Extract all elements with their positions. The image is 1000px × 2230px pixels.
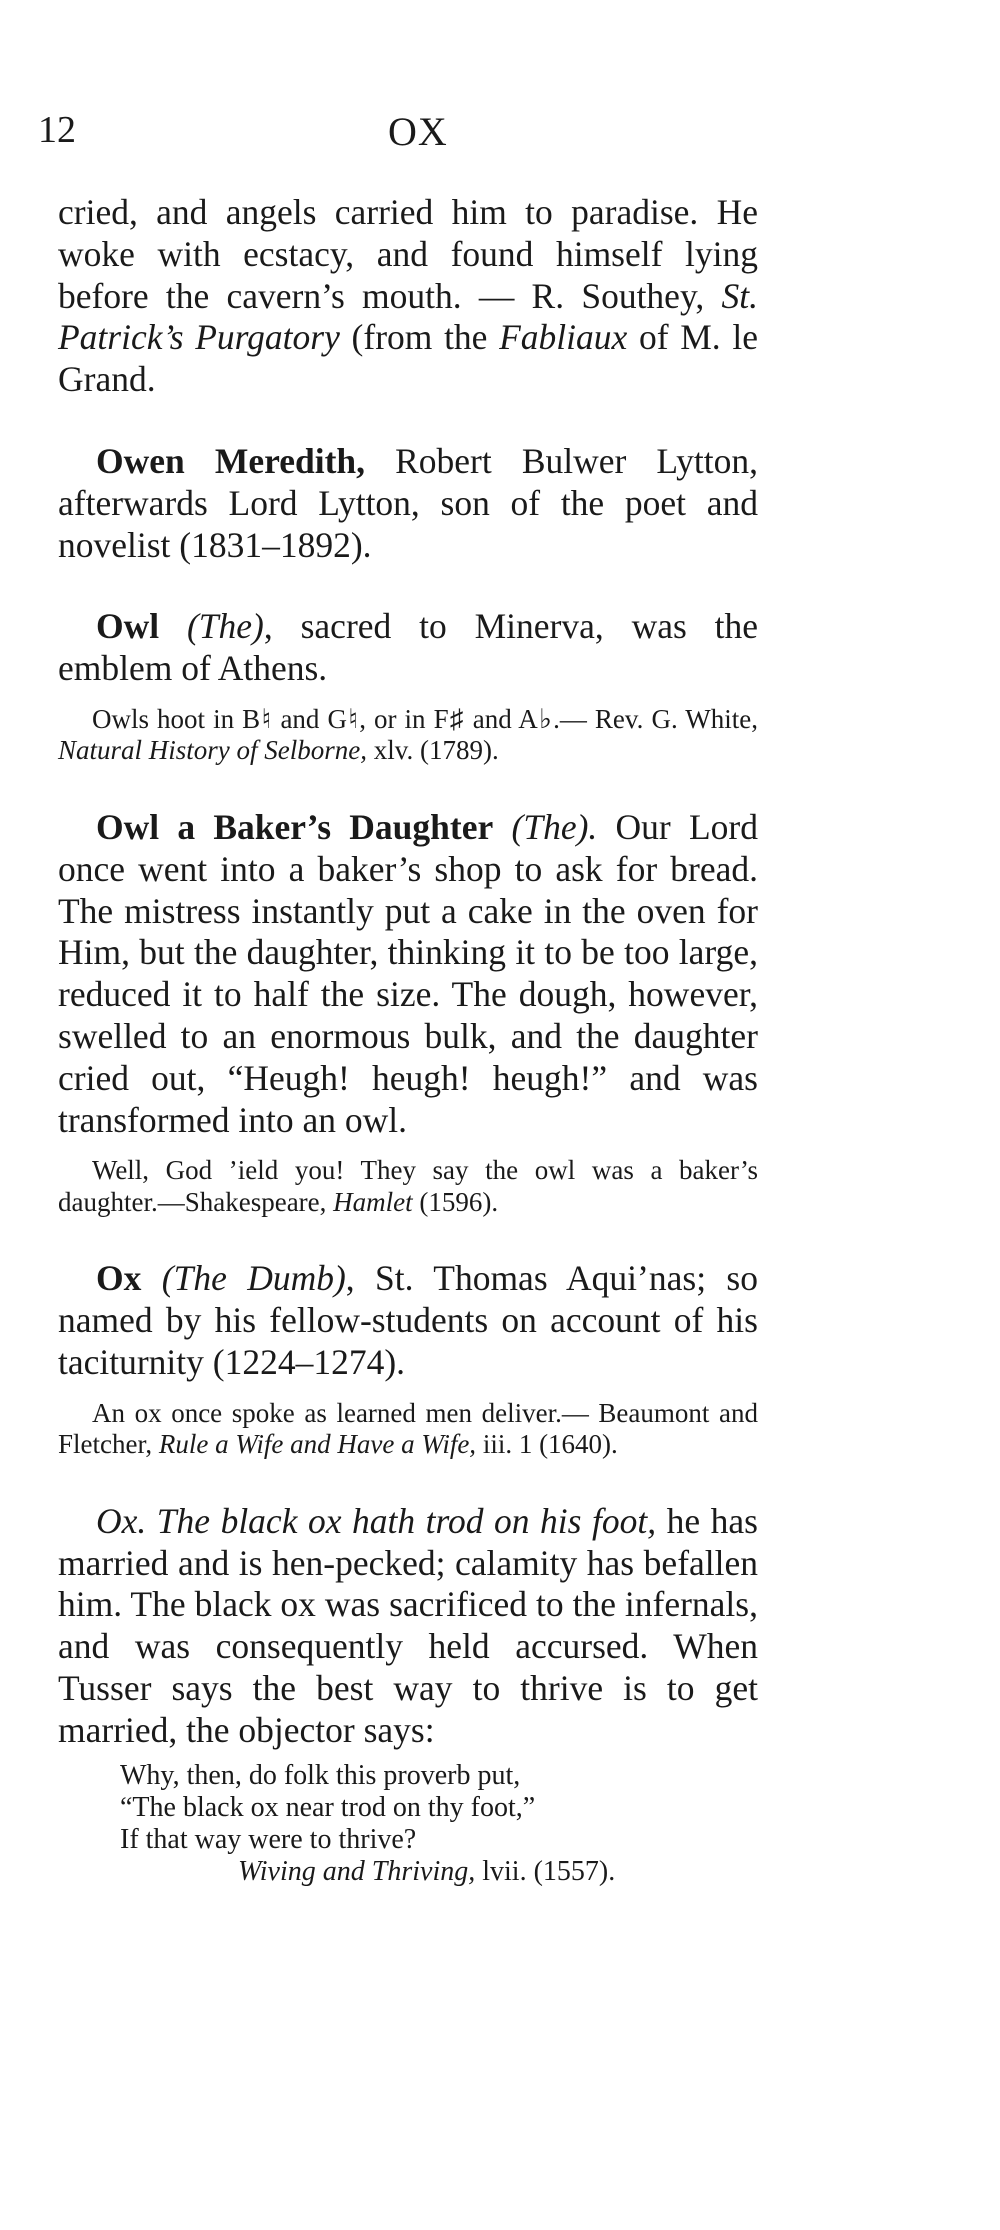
entry-lead-phrase: Ox. The black ox hath trod on his foot,: [96, 1500, 657, 1541]
entry-text: Robert Bulwer Lytton, afterwards Lord Lytton, son of the poet and novelist (1831–1892).: [58, 440, 758, 565]
running-headword: OX: [388, 109, 448, 154]
entry-quote: [58, 1398, 758, 1461]
quote-source-rest: iii. 1 (1640).: [476, 1429, 618, 1460]
quote-text: An ox once spoke as learned men deliver.— Beaumont and Fletcher,: [58, 1397, 758, 1460]
entry-headword: Owen Meredith,: [96, 440, 366, 481]
verse-line: If that way were to thrive?: [120, 1823, 417, 1855]
entry-text: Our Lord once went into a baker’s shop to ask for bread. The mistress instantly put a cake in the oven for Him, but the daughter, thinking it to be too large, reduced it to half the size. The dough, however, swelled to an enormous bulk, and the daughter cried out, “Heugh! heugh! heugh!” and was transformed into an owl.: [58, 806, 759, 1140]
quote-source-title: Hamlet: [333, 1186, 413, 1217]
quote-source-title: Natural History of Selborne,: [58, 735, 367, 766]
entry-continuation: [58, 192, 758, 401]
entry-owl-baker: [58, 807, 758, 1141]
entry-ox-black: [58, 1501, 758, 1752]
entry-owen-meredith: [58, 441, 758, 566]
verse-source-title: Wiving and Thriving,: [238, 1855, 476, 1887]
entry-qualifier: (The).: [511, 806, 598, 847]
quote-source-rest: (1596).: [412, 1186, 499, 1217]
verse-source-rest: lvii. (1557).: [475, 1855, 616, 1887]
continuation-text-c: of M. le Grand.: [58, 317, 758, 400]
text-column: [58, 192, 758, 1888]
entry-qualifier: (The Dumb): [161, 1258, 346, 1299]
continuation-title-1: St. Patrick’s Purgatory: [58, 275, 758, 358]
entry-headword: Ox: [96, 1258, 142, 1299]
running-header: [0, 108, 1000, 158]
entry-headword: Owl a Baker’s Daughter: [96, 806, 494, 847]
verse-quote: [58, 1760, 758, 1888]
continuation-title-2: Fabliaux: [499, 317, 628, 358]
entry-qualifier: (The): [186, 606, 264, 647]
quote-text: Owls hoot in B♮ and G♮, or in F♯ and A♭.— Rev. G. White,: [92, 703, 758, 734]
quote-source-rest: xlv. (1789).: [367, 735, 499, 766]
verse-source: [120, 1856, 758, 1888]
entry-headword: Owl: [96, 606, 160, 647]
entry-quote: [58, 1155, 758, 1218]
page-number: 12: [38, 109, 76, 151]
entry-text: , St. Thomas Aqui’nas; so named by his fellow-students on account of his taciturnity (1224–1274).: [58, 1258, 758, 1382]
entry-quote: [58, 704, 758, 767]
verse-line: “The black ox near trod on thy foot,”: [120, 1791, 536, 1823]
entry-ox-dumb: [58, 1258, 758, 1383]
continuation-text-a: cried, and angels carried him to paradise. He woke with ecstacy, and found himself lying before the cavern’s mouth. — R. Southey,: [58, 192, 758, 316]
entry-text: , sacred to Minerva, was the emblem of Athens.: [58, 606, 758, 689]
continuation-text-b: (from the: [339, 317, 500, 358]
quote-source-title: Rule a Wife and Have a Wife,: [158, 1429, 477, 1460]
entry-text: he has married and is hen-pecked; calamity has befallen him. The black ox was sacrificed to the infernals, and was consequently held accursed. When Tusser says the best way to thrive is to get married, the objector says:: [58, 1500, 758, 1750]
verse-line: Why, then, do folk this proverb put,: [120, 1759, 521, 1791]
quote-text: Well, God ’ield you! They say the owl was a baker’s daughter.—Shakespeare,: [58, 1155, 758, 1217]
entry-owl: [58, 606, 758, 690]
